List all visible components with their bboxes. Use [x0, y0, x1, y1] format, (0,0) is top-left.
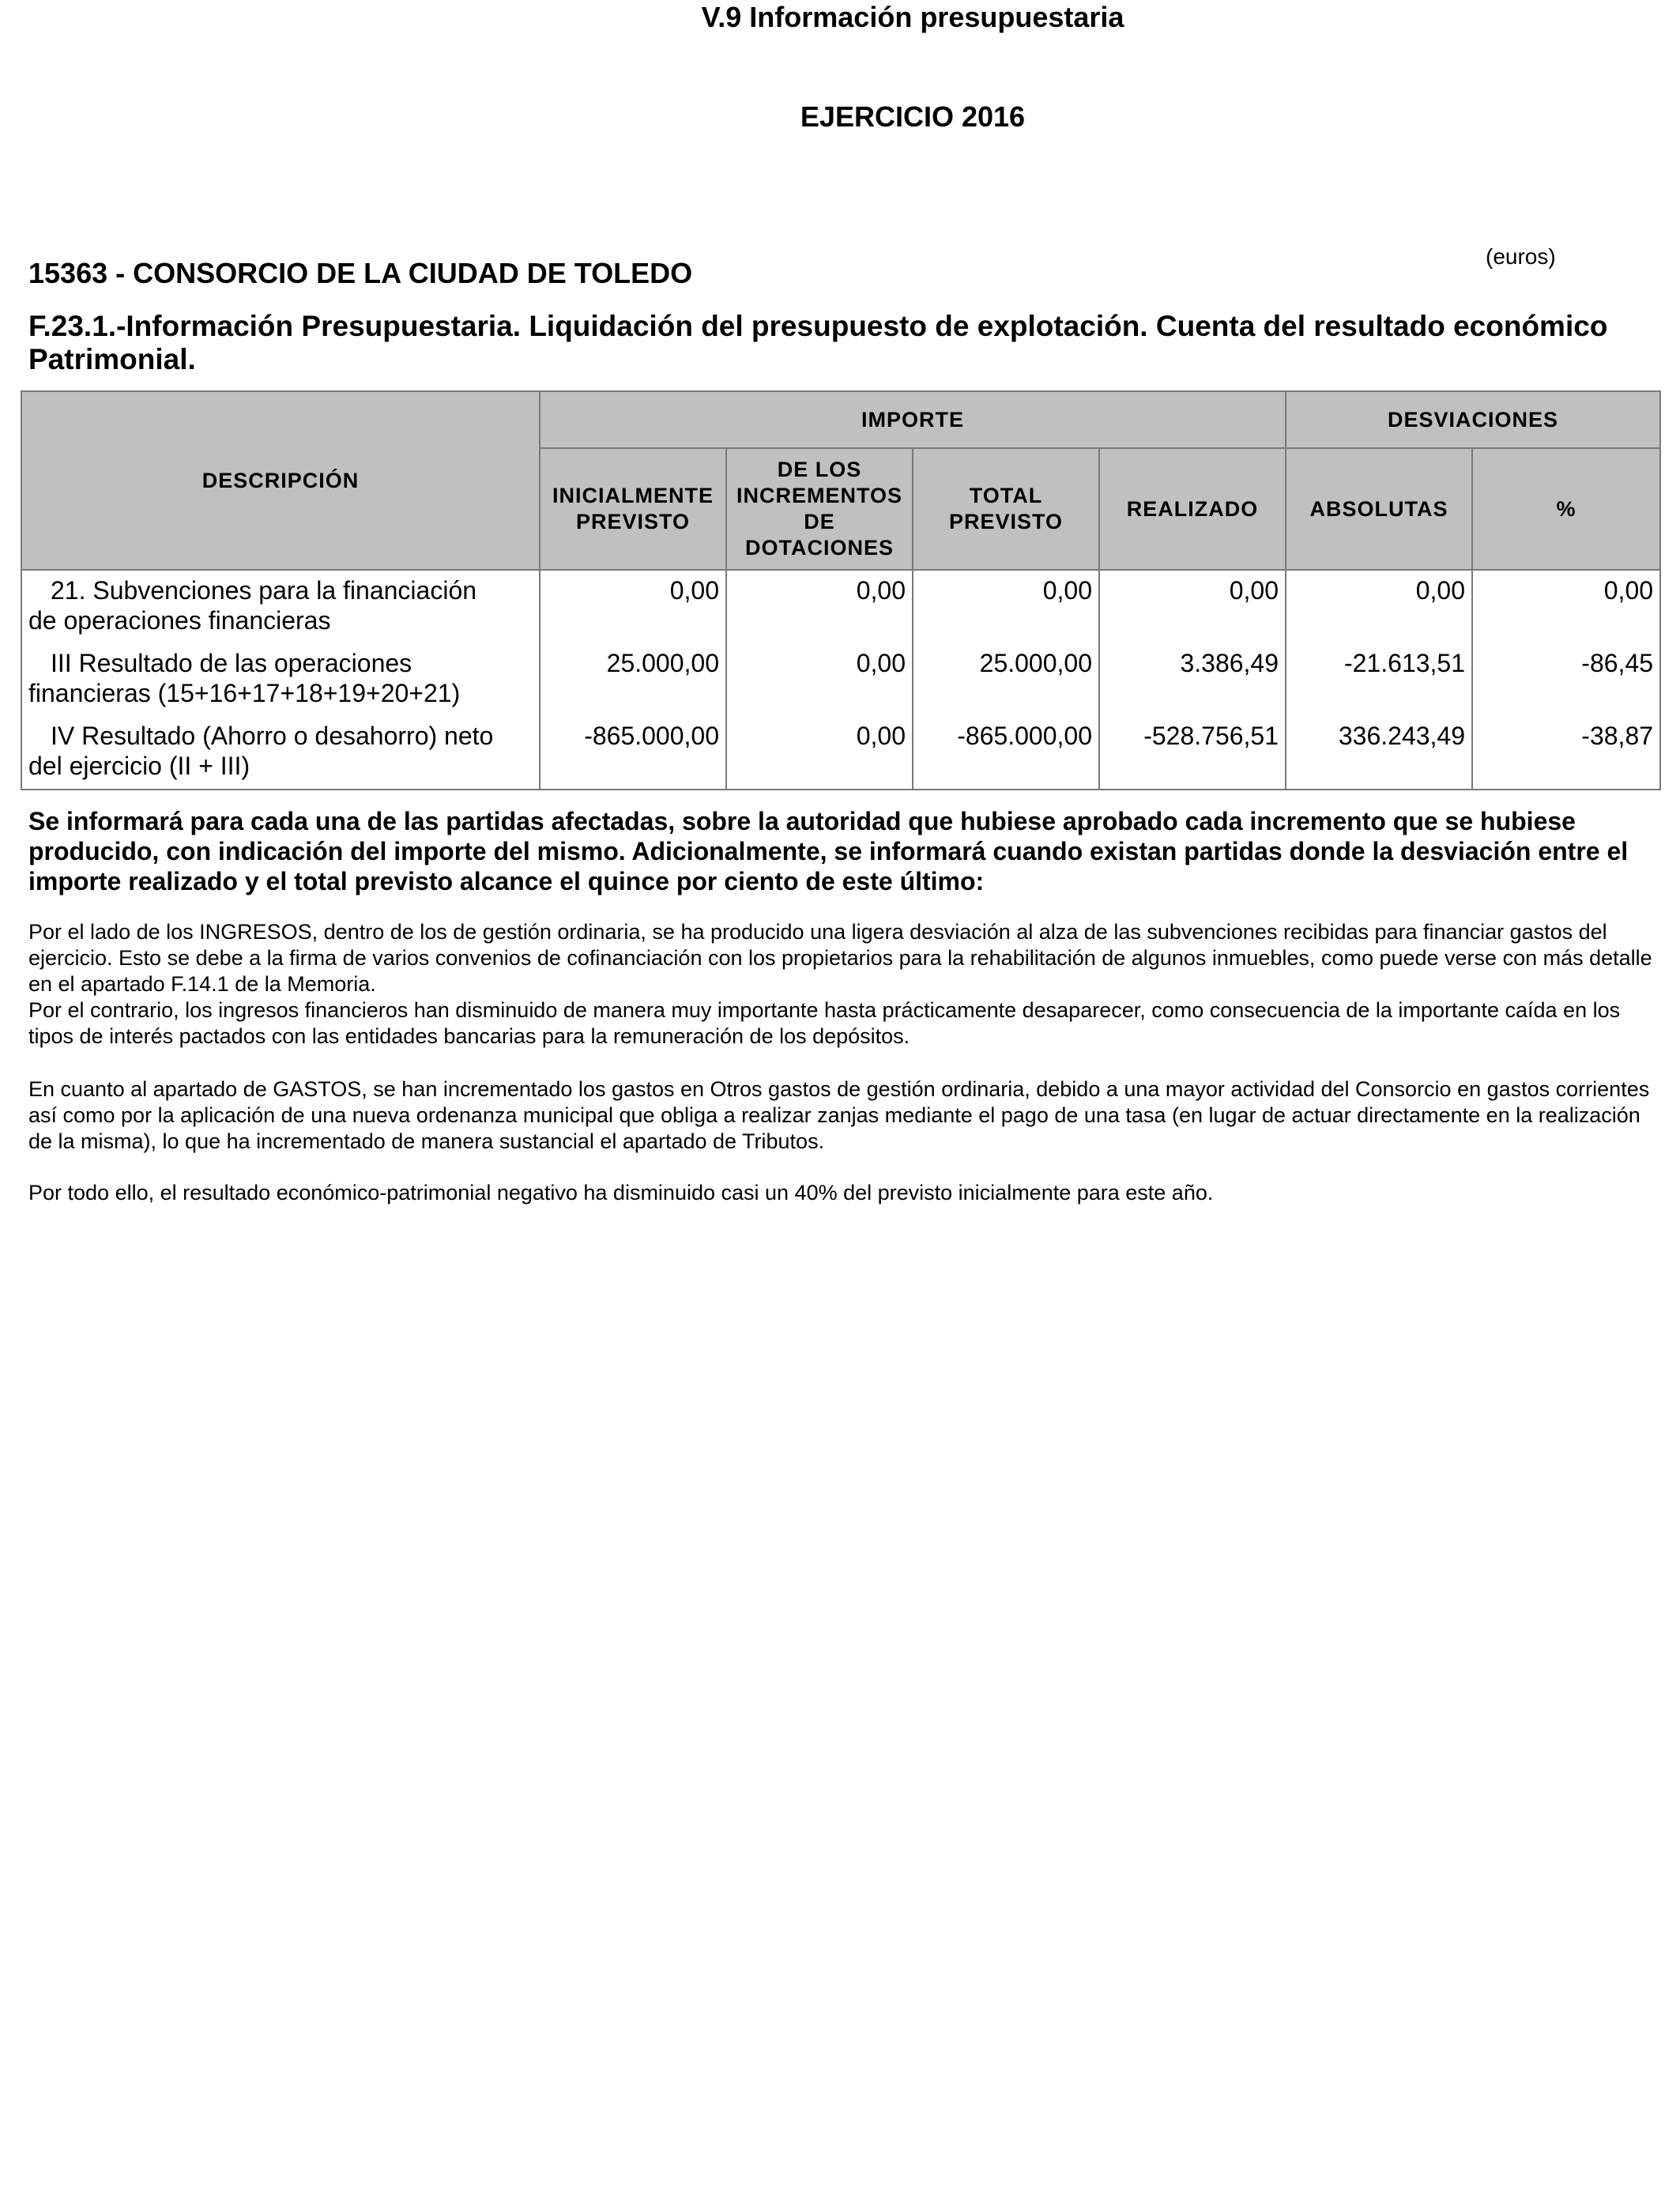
notes-ingresos-line2: Por el contrario, los ingresos financieros han disminuido de manera muy importante hasta prácticamente desaparecer, como consecuencia de la importante caída en los tipos de interés pactados con las entidades bancarias para la remuneración de los depósitos.: [28, 998, 1621, 1048]
header-absolutas: ABSOLUTAS: [1286, 448, 1472, 570]
cell-realizado: 3.386,49: [1099, 643, 1286, 716]
header-realizado: REALIZADO: [1099, 448, 1286, 570]
cell-inicialmente-previsto: 25.000,00: [540, 643, 726, 716]
cell-porcentaje: -38,87: [1472, 716, 1660, 790]
notes-paragraph-ingresos: [28, 919, 1664, 1050]
header-descripcion: DESCRIPCIÓN: [21, 391, 540, 570]
cell-incrementos: 0,00: [726, 643, 913, 716]
entity-name: 15363 - CONSORCIO DE LA CIUDAD DE TOLEDO: [28, 257, 693, 289]
row-description: [21, 716, 540, 790]
row-description-line1: IV Resultado (Ahorro o desahorro) neto: [51, 722, 494, 750]
table-row: [21, 716, 1660, 790]
row-description-line2: del ejercicio (II + III): [28, 752, 250, 780]
cell-total-previsto: 25.000,00: [913, 643, 1099, 716]
notes-heading: Se informará para cada una de las partidas afectadas, sobre la autoridad que hubiese aprobado cada incremento que se hubiese producido, con indicación del importe del mismo. Adicionalmente, se informará cuando existan partidas donde la desviación entre el importe realizado y el total previsto alcance el quince por ciento de este último:: [28, 807, 1629, 895]
cell-total-previsto: 0,00: [913, 570, 1099, 643]
cell-total-previsto: -865.000,00: [913, 716, 1099, 790]
header-desviaciones: DESVIACIONES: [1286, 391, 1660, 448]
header-incrementos: DE LOS INCREMENTOS DE DOTACIONES: [726, 448, 913, 570]
row-description-line1: 21. Subvenciones para la financiación: [51, 576, 477, 605]
notes-paragraph-conclusion: Por todo ello, el resultado económico-patrimonial negativo ha disminuido casi un 40% del previsto inicialmente para este año.: [28, 1181, 1214, 1204]
units-label: (euros): [1486, 244, 1556, 269]
cell-incrementos: 0,00: [726, 570, 913, 643]
cell-inicialmente-previsto: 0,00: [540, 570, 726, 643]
row-description-line1: III Resultado de las operaciones: [51, 649, 412, 677]
budget-table: [21, 390, 1661, 790]
cell-porcentaje: -86,45: [1472, 643, 1660, 716]
cell-absolutas: 336.243,49: [1286, 716, 1472, 790]
cell-porcentaje: 0,00: [1472, 570, 1660, 643]
header-porcentaje: %: [1472, 448, 1660, 570]
table-row: [21, 570, 1660, 643]
cell-realizado: -528.756,51: [1099, 716, 1286, 790]
fiscal-year-heading: EJERCICIO 2016: [800, 100, 1026, 133]
row-description-line2: financieras (15+16+17+18+19+20+21): [28, 679, 461, 707]
page-title: V.9 Información presupuestaria: [701, 1, 1124, 33]
cell-realizado: 0,00: [1099, 570, 1286, 643]
notes-paragraph-gastos: En cuanto al apartado de GASTOS, se han incrementado los gastos en Otros gastos de gestión ordinaria, debido a una mayor actividad del Consorcio en gastos corrientes así como por la aplicación de una nueva ordenanza municipal que obliga a realizar zanjas mediante el pago de una tasa (en lugar de actuar directamente en la realización de la misma), lo que ha incrementado de manera sustancial el apartado de Tributos.: [28, 1077, 1650, 1153]
header-inicialmente-previsto: INICIALMENTE PREVISTO: [540, 448, 726, 570]
row-description: [21, 570, 540, 643]
row-description: [21, 643, 540, 716]
section-title: F.23.1.-Información Presupuestaria. Liquidación del presupuesto de explotación. Cuenta del resultado económico Patrimonial.: [28, 310, 1608, 375]
cell-inicialmente-previsto: -865.000,00: [540, 716, 726, 790]
table-row: [21, 643, 1660, 716]
notes-ingresos-line1: Por el lado de los INGRESOS, dentro de los de gestión ordinaria, se ha producido una ligera desviación al alza de las subvenciones recibidas para financiar gastos del ejercicio. Esto se debe a la firma de varios convenios de cofinanciación con los propietarios para la rehabilitación de algunos inmuebles, como puede verse con más detalle en el apartado F.14.1 de la Memoria.: [28, 920, 1652, 996]
cell-absolutas: -21.613,51: [1286, 643, 1472, 716]
cell-incrementos: 0,00: [726, 716, 913, 790]
cell-absolutas: 0,00: [1286, 570, 1472, 643]
header-total-previsto: TOTAL PREVISTO: [913, 448, 1099, 570]
row-description-line2: de operaciones financieras: [28, 606, 331, 635]
header-importe: IMPORTE: [540, 391, 1286, 448]
